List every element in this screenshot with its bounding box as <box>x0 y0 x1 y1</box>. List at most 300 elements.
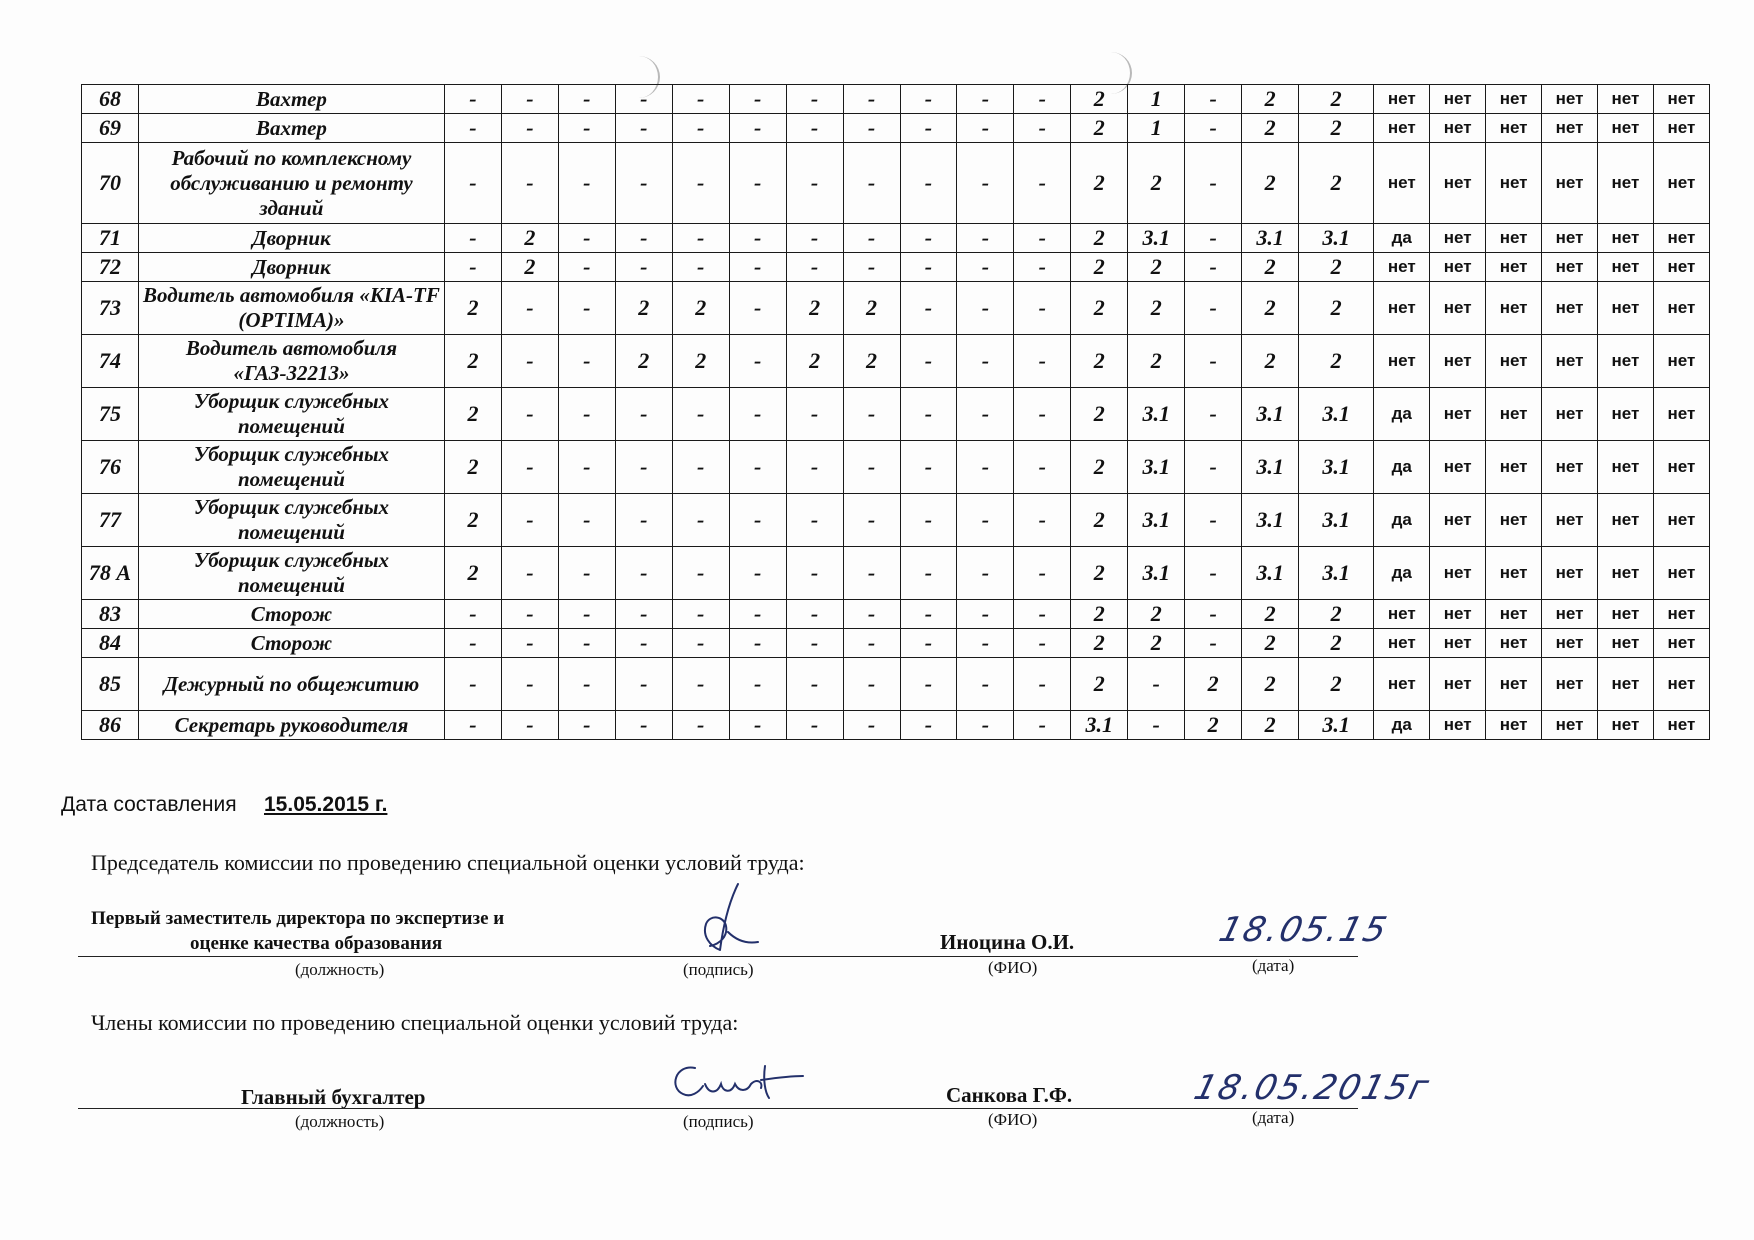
assessment-table-body <box>82 85 1710 740</box>
yes-no-cell: нет <box>1653 224 1709 253</box>
factor-class-cell: - <box>786 629 843 658</box>
factor-class-cell: - <box>1185 494 1242 547</box>
factor-class-cell: - <box>729 494 786 547</box>
yes-no-cell: нет <box>1653 388 1709 441</box>
yes-no-cell: нет <box>1430 658 1486 711</box>
factor-class-cell: - <box>558 658 615 711</box>
factor-class-cell: 2 <box>1071 600 1128 629</box>
row-number-cell: 83 <box>82 600 139 629</box>
yes-no-cell: нет <box>1374 143 1430 224</box>
row-number-cell: 78 А <box>82 547 139 600</box>
chairman-signature <box>680 880 770 960</box>
row-number-cell: 70 <box>82 143 139 224</box>
factor-class-cell: - <box>1014 143 1071 224</box>
yes-no-cell: нет <box>1542 494 1598 547</box>
yes-no-cell: нет <box>1486 658 1542 711</box>
factor-class-cell: - <box>615 711 672 740</box>
yes-no-cell: нет <box>1597 388 1653 441</box>
yes-no-cell: нет <box>1653 282 1709 335</box>
factor-class-cell: 2 <box>1128 282 1185 335</box>
factor-class-cell: - <box>957 388 1014 441</box>
yes-no-cell: нет <box>1374 658 1430 711</box>
factor-class-cell: 3.1 <box>1242 494 1299 547</box>
factor-class-cell: 2 <box>1299 658 1374 711</box>
yes-no-cell: нет <box>1597 85 1653 114</box>
yes-no-cell: нет <box>1430 441 1486 494</box>
row-number-cell: 71 <box>82 224 139 253</box>
factor-class-cell: - <box>786 114 843 143</box>
factor-class-cell: - <box>445 658 502 711</box>
yes-no-cell: нет <box>1486 629 1542 658</box>
factor-class-cell: - <box>1185 85 1242 114</box>
chairman-name: Иноцина О.И. <box>940 930 1075 954</box>
factor-class-cell: 2 <box>1299 253 1374 282</box>
caption-position: (должность) <box>295 1112 385 1131</box>
caption-date: (дата) <box>1252 1108 1295 1127</box>
factor-class-cell: - <box>615 629 672 658</box>
factor-class-cell: - <box>501 600 558 629</box>
factor-class-cell: 2 <box>1242 282 1299 335</box>
factor-class-cell: - <box>445 629 502 658</box>
factor-class-cell: - <box>445 85 502 114</box>
yes-no-cell: да <box>1374 711 1430 740</box>
yes-no-cell: нет <box>1653 600 1709 629</box>
yes-no-cell: нет <box>1597 658 1653 711</box>
job-title-cell: Уборщик служебных помещений <box>138 441 444 494</box>
yes-no-cell: нет <box>1430 388 1486 441</box>
factor-class-cell: - <box>615 114 672 143</box>
factor-class-cell: - <box>843 143 900 224</box>
factor-class-cell: - <box>957 600 1014 629</box>
factor-class-cell: - <box>1185 335 1242 388</box>
table-row <box>82 494 1710 547</box>
job-title-cell: Рабочий по комплексному обслуживанию и ремонту зданий <box>138 143 444 224</box>
factor-class-cell: - <box>729 335 786 388</box>
factor-class-cell: - <box>843 114 900 143</box>
yes-no-cell: нет <box>1653 711 1709 740</box>
factor-class-cell: - <box>786 224 843 253</box>
caption-name: (ФИО) <box>988 1110 1038 1129</box>
factor-class-cell: - <box>1185 629 1242 658</box>
factor-class-cell: 2 <box>1071 224 1128 253</box>
factor-class-cell: - <box>1185 282 1242 335</box>
table-row <box>82 143 1710 224</box>
factor-class-cell: - <box>843 629 900 658</box>
yes-no-cell: нет <box>1430 335 1486 388</box>
factor-class-cell: 2 <box>615 335 672 388</box>
yes-no-cell: нет <box>1597 143 1653 224</box>
yes-no-cell: нет <box>1486 335 1542 388</box>
members-heading: Члены комиссии по проведению специальной оценки условий труда: <box>91 1010 739 1035</box>
yes-no-cell: нет <box>1653 114 1709 143</box>
yes-no-cell: нет <box>1653 547 1709 600</box>
factor-class-cell: - <box>729 547 786 600</box>
row-number-cell: 76 <box>82 441 139 494</box>
yes-no-cell: нет <box>1374 335 1430 388</box>
factor-class-cell: 2 <box>1242 711 1299 740</box>
yes-no-cell: нет <box>1430 711 1486 740</box>
factor-class-cell: - <box>1014 224 1071 253</box>
factor-class-cell: 2 <box>1185 711 1242 740</box>
factor-class-cell: - <box>672 600 729 629</box>
factor-class-cell: - <box>900 114 957 143</box>
yes-no-cell: нет <box>1542 600 1598 629</box>
yes-no-cell: нет <box>1374 282 1430 335</box>
factor-class-cell: 2 <box>445 388 502 441</box>
yes-no-cell: нет <box>1542 711 1598 740</box>
factor-class-cell: 2 <box>1299 143 1374 224</box>
yes-no-cell: нет <box>1653 494 1709 547</box>
factor-class-cell: - <box>615 600 672 629</box>
member-position: Главный бухгалтер <box>241 1085 426 1109</box>
factor-class-cell: - <box>957 494 1014 547</box>
job-title-cell: Вахтер <box>138 85 444 114</box>
factor-class-cell: - <box>1014 441 1071 494</box>
yes-no-cell: нет <box>1542 441 1598 494</box>
factor-class-cell: - <box>786 547 843 600</box>
factor-class-cell: 2 <box>1299 114 1374 143</box>
table-row <box>82 224 1710 253</box>
factor-class-cell: - <box>445 224 502 253</box>
factor-class-cell: - <box>900 629 957 658</box>
factor-class-cell: 2 <box>1242 85 1299 114</box>
factor-class-cell: 3.1 <box>1299 441 1374 494</box>
factor-class-cell: 3.1 <box>1299 547 1374 600</box>
factor-class-cell: - <box>615 388 672 441</box>
factor-class-cell: - <box>729 282 786 335</box>
factor-class-cell: - <box>445 600 502 629</box>
factor-class-cell: - <box>786 253 843 282</box>
yes-no-cell: нет <box>1430 629 1486 658</box>
factor-class-cell: - <box>501 658 558 711</box>
table-row <box>82 114 1710 143</box>
yes-no-cell: нет <box>1486 282 1542 335</box>
factor-class-cell: - <box>1185 224 1242 253</box>
factor-class-cell: 3.1 <box>1128 441 1185 494</box>
row-number-cell: 86 <box>82 711 139 740</box>
job-title-cell: Дежурный по общежитию <box>138 658 444 711</box>
yes-no-cell: нет <box>1597 114 1653 143</box>
yes-no-cell: нет <box>1374 629 1430 658</box>
factor-class-cell: 3.1 <box>1299 494 1374 547</box>
factor-class-cell: - <box>957 143 1014 224</box>
factor-class-cell: - <box>957 85 1014 114</box>
factor-class-cell: - <box>843 658 900 711</box>
factor-class-cell: - <box>558 335 615 388</box>
factor-class-cell: 2 <box>445 335 502 388</box>
yes-no-cell: нет <box>1374 600 1430 629</box>
factor-class-cell: - <box>786 711 843 740</box>
job-title-cell: Сторож <box>138 600 444 629</box>
factor-class-cell: 2 <box>1299 600 1374 629</box>
factor-class-cell: - <box>672 494 729 547</box>
yes-no-cell: нет <box>1430 224 1486 253</box>
factor-class-cell: - <box>615 494 672 547</box>
factor-class-cell: 2 <box>445 441 502 494</box>
yes-no-cell: нет <box>1653 629 1709 658</box>
table-row <box>82 658 1710 711</box>
yes-no-cell: да <box>1374 547 1430 600</box>
factor-class-cell: - <box>672 85 729 114</box>
factor-class-cell: 2 <box>1071 388 1128 441</box>
factor-class-cell: - <box>1014 494 1071 547</box>
yes-no-cell: нет <box>1542 253 1598 282</box>
factor-class-cell: - <box>729 224 786 253</box>
factor-class-cell: - <box>729 711 786 740</box>
factor-class-cell: 2 <box>1242 629 1299 658</box>
factor-class-cell: 3.1 <box>1242 547 1299 600</box>
factor-class-cell: - <box>615 85 672 114</box>
factor-class-cell: - <box>843 547 900 600</box>
factor-class-cell: - <box>1185 143 1242 224</box>
yes-no-cell: нет <box>1653 85 1709 114</box>
factor-class-cell: - <box>786 388 843 441</box>
factor-class-cell: - <box>445 143 502 224</box>
factor-class-cell: 2 <box>1071 547 1128 600</box>
factor-class-cell: - <box>1185 547 1242 600</box>
job-title-cell: Сторож <box>138 629 444 658</box>
yes-no-cell: нет <box>1597 224 1653 253</box>
row-number-cell: 73 <box>82 282 139 335</box>
factor-class-cell: - <box>672 547 729 600</box>
factor-class-cell: - <box>900 494 957 547</box>
factor-class-cell: - <box>900 253 957 282</box>
factor-class-cell: - <box>558 629 615 658</box>
factor-class-cell: - <box>558 253 615 282</box>
job-title-cell: Вахтер <box>138 114 444 143</box>
yes-no-cell: нет <box>1542 224 1598 253</box>
factor-class-cell: - <box>615 143 672 224</box>
factor-class-cell: - <box>1014 114 1071 143</box>
yes-no-cell: нет <box>1486 547 1542 600</box>
yes-no-cell: нет <box>1653 441 1709 494</box>
factor-class-cell: 3.1 <box>1128 388 1185 441</box>
factor-class-cell: - <box>900 335 957 388</box>
factor-class-cell: 3.1 <box>1071 711 1128 740</box>
factor-class-cell: - <box>558 441 615 494</box>
factor-class-cell: 2 <box>1242 143 1299 224</box>
factor-class-cell: 2 <box>445 494 502 547</box>
job-title-cell: Секретарь руководителя <box>138 711 444 740</box>
member-name: Санкова Г.Ф. <box>946 1083 1073 1107</box>
factor-class-cell: 2 <box>1071 335 1128 388</box>
factor-class-cell: - <box>843 388 900 441</box>
factor-class-cell: 2 <box>445 282 502 335</box>
yes-no-cell: нет <box>1430 253 1486 282</box>
factor-class-cell: - <box>843 85 900 114</box>
yes-no-cell: нет <box>1597 600 1653 629</box>
factor-class-cell: - <box>615 441 672 494</box>
factor-class-cell: - <box>501 711 558 740</box>
factor-class-cell: - <box>558 600 615 629</box>
factor-class-cell: - <box>957 658 1014 711</box>
factor-class-cell: 2 <box>1071 658 1128 711</box>
factor-class-cell: - <box>786 658 843 711</box>
factor-class-cell: - <box>1185 253 1242 282</box>
table-row <box>82 282 1710 335</box>
row-number-cell: 85 <box>82 658 139 711</box>
factor-class-cell: - <box>786 494 843 547</box>
yes-no-cell: нет <box>1653 658 1709 711</box>
yes-no-cell: нет <box>1486 600 1542 629</box>
factor-class-cell: 2 <box>1071 114 1128 143</box>
factor-class-cell: 2 <box>1185 658 1242 711</box>
factor-class-cell: - <box>786 600 843 629</box>
factor-class-cell: - <box>501 494 558 547</box>
factor-class-cell: - <box>729 658 786 711</box>
factor-class-cell: 2 <box>1299 282 1374 335</box>
yes-no-cell: нет <box>1430 547 1486 600</box>
caption-signature: (подпись) <box>683 960 754 979</box>
factor-class-cell: - <box>957 441 1014 494</box>
factor-class-cell: - <box>672 114 729 143</box>
table-row <box>82 253 1710 282</box>
yes-no-cell: нет <box>1486 388 1542 441</box>
factor-class-cell: - <box>615 253 672 282</box>
factor-class-cell: - <box>615 547 672 600</box>
chairman-signature-line <box>78 956 1358 957</box>
chairman-date-handwritten: 18.05.15 <box>1215 910 1393 950</box>
factor-class-cell: 2 <box>843 282 900 335</box>
factor-class-cell: - <box>786 441 843 494</box>
caption-signature: (подпись) <box>683 1112 754 1131</box>
caption-name: (ФИО) <box>988 958 1038 977</box>
factor-class-cell: 2 <box>843 335 900 388</box>
factor-class-cell: - <box>1014 600 1071 629</box>
table-row <box>82 335 1710 388</box>
factor-class-cell: - <box>672 629 729 658</box>
factor-class-cell: - <box>786 143 843 224</box>
row-number-cell: 77 <box>82 494 139 547</box>
factor-class-cell: 2 <box>1071 629 1128 658</box>
member-date-handwritten: 18.05.2015г <box>1190 1068 1435 1108</box>
yes-no-cell: нет <box>1597 441 1653 494</box>
factor-class-cell: 2 <box>1071 85 1128 114</box>
factor-class-cell: 2 <box>445 547 502 600</box>
caption-position: (должность) <box>295 960 385 979</box>
factor-class-cell: - <box>729 114 786 143</box>
factor-class-cell: - <box>900 282 957 335</box>
factor-class-cell: - <box>558 282 615 335</box>
yes-no-cell: нет <box>1653 335 1709 388</box>
yes-no-cell: нет <box>1597 494 1653 547</box>
yes-no-cell: да <box>1374 441 1430 494</box>
factor-class-cell: 2 <box>1242 658 1299 711</box>
factor-class-cell: - <box>957 547 1014 600</box>
factor-class-cell: 2 <box>1071 494 1128 547</box>
yes-no-cell: нет <box>1486 114 1542 143</box>
date-value: 15.05.2015 г. <box>264 793 388 816</box>
factor-class-cell: 2 <box>615 282 672 335</box>
factor-class-cell: - <box>1014 253 1071 282</box>
row-number-cell: 69 <box>82 114 139 143</box>
factor-class-cell: - <box>558 711 615 740</box>
job-title-cell: Дворник <box>138 253 444 282</box>
factor-class-cell: - <box>957 629 1014 658</box>
yes-no-cell: нет <box>1542 85 1598 114</box>
factor-class-cell: - <box>558 547 615 600</box>
factor-class-cell: - <box>558 143 615 224</box>
yes-no-cell: нет <box>1374 114 1430 143</box>
factor-class-cell: - <box>957 711 1014 740</box>
factor-class-cell: - <box>501 547 558 600</box>
chairman-position-line1: Первый заместитель директора по экспертизе и <box>91 908 505 929</box>
table-row <box>82 441 1710 494</box>
factor-class-cell: - <box>729 629 786 658</box>
yes-no-cell: нет <box>1374 253 1430 282</box>
factor-class-cell: 2 <box>1242 600 1299 629</box>
job-title-cell: Дворник <box>138 224 444 253</box>
factor-class-cell: - <box>501 85 558 114</box>
factor-class-cell: 2 <box>1299 85 1374 114</box>
table-row <box>82 547 1710 600</box>
factor-class-cell: - <box>900 711 957 740</box>
factor-class-cell: - <box>729 253 786 282</box>
factor-class-cell: 2 <box>1071 441 1128 494</box>
factor-class-cell: - <box>1014 335 1071 388</box>
job-title-cell: Водитель автомобиля «KIA-TF (OPTIMA)» <box>138 282 444 335</box>
factor-class-cell: - <box>900 441 957 494</box>
yes-no-cell: нет <box>1374 85 1430 114</box>
factor-class-cell: 3.1 <box>1242 224 1299 253</box>
factor-class-cell: - <box>1014 547 1071 600</box>
date-label: Дата составления <box>61 793 237 816</box>
factor-class-cell: 3.1 <box>1299 388 1374 441</box>
factor-class-cell: - <box>843 494 900 547</box>
factor-class-cell: - <box>445 253 502 282</box>
table-row <box>82 600 1710 629</box>
yes-no-cell: да <box>1374 224 1430 253</box>
yes-no-cell: нет <box>1486 143 1542 224</box>
factor-class-cell: - <box>615 658 672 711</box>
factor-class-cell: - <box>445 711 502 740</box>
job-title-cell: Водитель автомобиля «ГАЗ-32213» <box>138 335 444 388</box>
yes-no-cell: нет <box>1486 253 1542 282</box>
factor-class-cell: - <box>729 600 786 629</box>
factor-class-cell: 3.1 <box>1299 224 1374 253</box>
factor-class-cell: - <box>843 441 900 494</box>
chairman-position-line2: оценке качества образования <box>190 933 443 954</box>
factor-class-cell: 2 <box>786 282 843 335</box>
factor-class-cell: - <box>1185 114 1242 143</box>
factor-class-cell: - <box>1014 711 1071 740</box>
factor-class-cell: 3.1 <box>1128 224 1185 253</box>
yes-no-cell: нет <box>1597 282 1653 335</box>
factor-class-cell: - <box>843 711 900 740</box>
yes-no-cell: нет <box>1542 629 1598 658</box>
row-number-cell: 84 <box>82 629 139 658</box>
factor-class-cell: - <box>558 114 615 143</box>
factor-class-cell: - <box>1014 85 1071 114</box>
factor-class-cell: - <box>1185 600 1242 629</box>
factor-class-cell: - <box>558 388 615 441</box>
factor-class-cell: - <box>1128 711 1185 740</box>
assessment-table <box>81 84 1710 740</box>
factor-class-cell: - <box>729 143 786 224</box>
factor-class-cell: - <box>900 388 957 441</box>
factor-class-cell: 2 <box>501 253 558 282</box>
yes-no-cell: нет <box>1430 600 1486 629</box>
factor-class-cell: - <box>672 224 729 253</box>
factor-class-cell: - <box>843 224 900 253</box>
factor-class-cell: 3.1 <box>1128 547 1185 600</box>
factor-class-cell: 2 <box>672 282 729 335</box>
factor-class-cell: - <box>900 547 957 600</box>
table-row <box>82 711 1710 740</box>
yes-no-cell: нет <box>1542 658 1598 711</box>
factor-class-cell: - <box>729 441 786 494</box>
factor-class-cell: 2 <box>1071 282 1128 335</box>
